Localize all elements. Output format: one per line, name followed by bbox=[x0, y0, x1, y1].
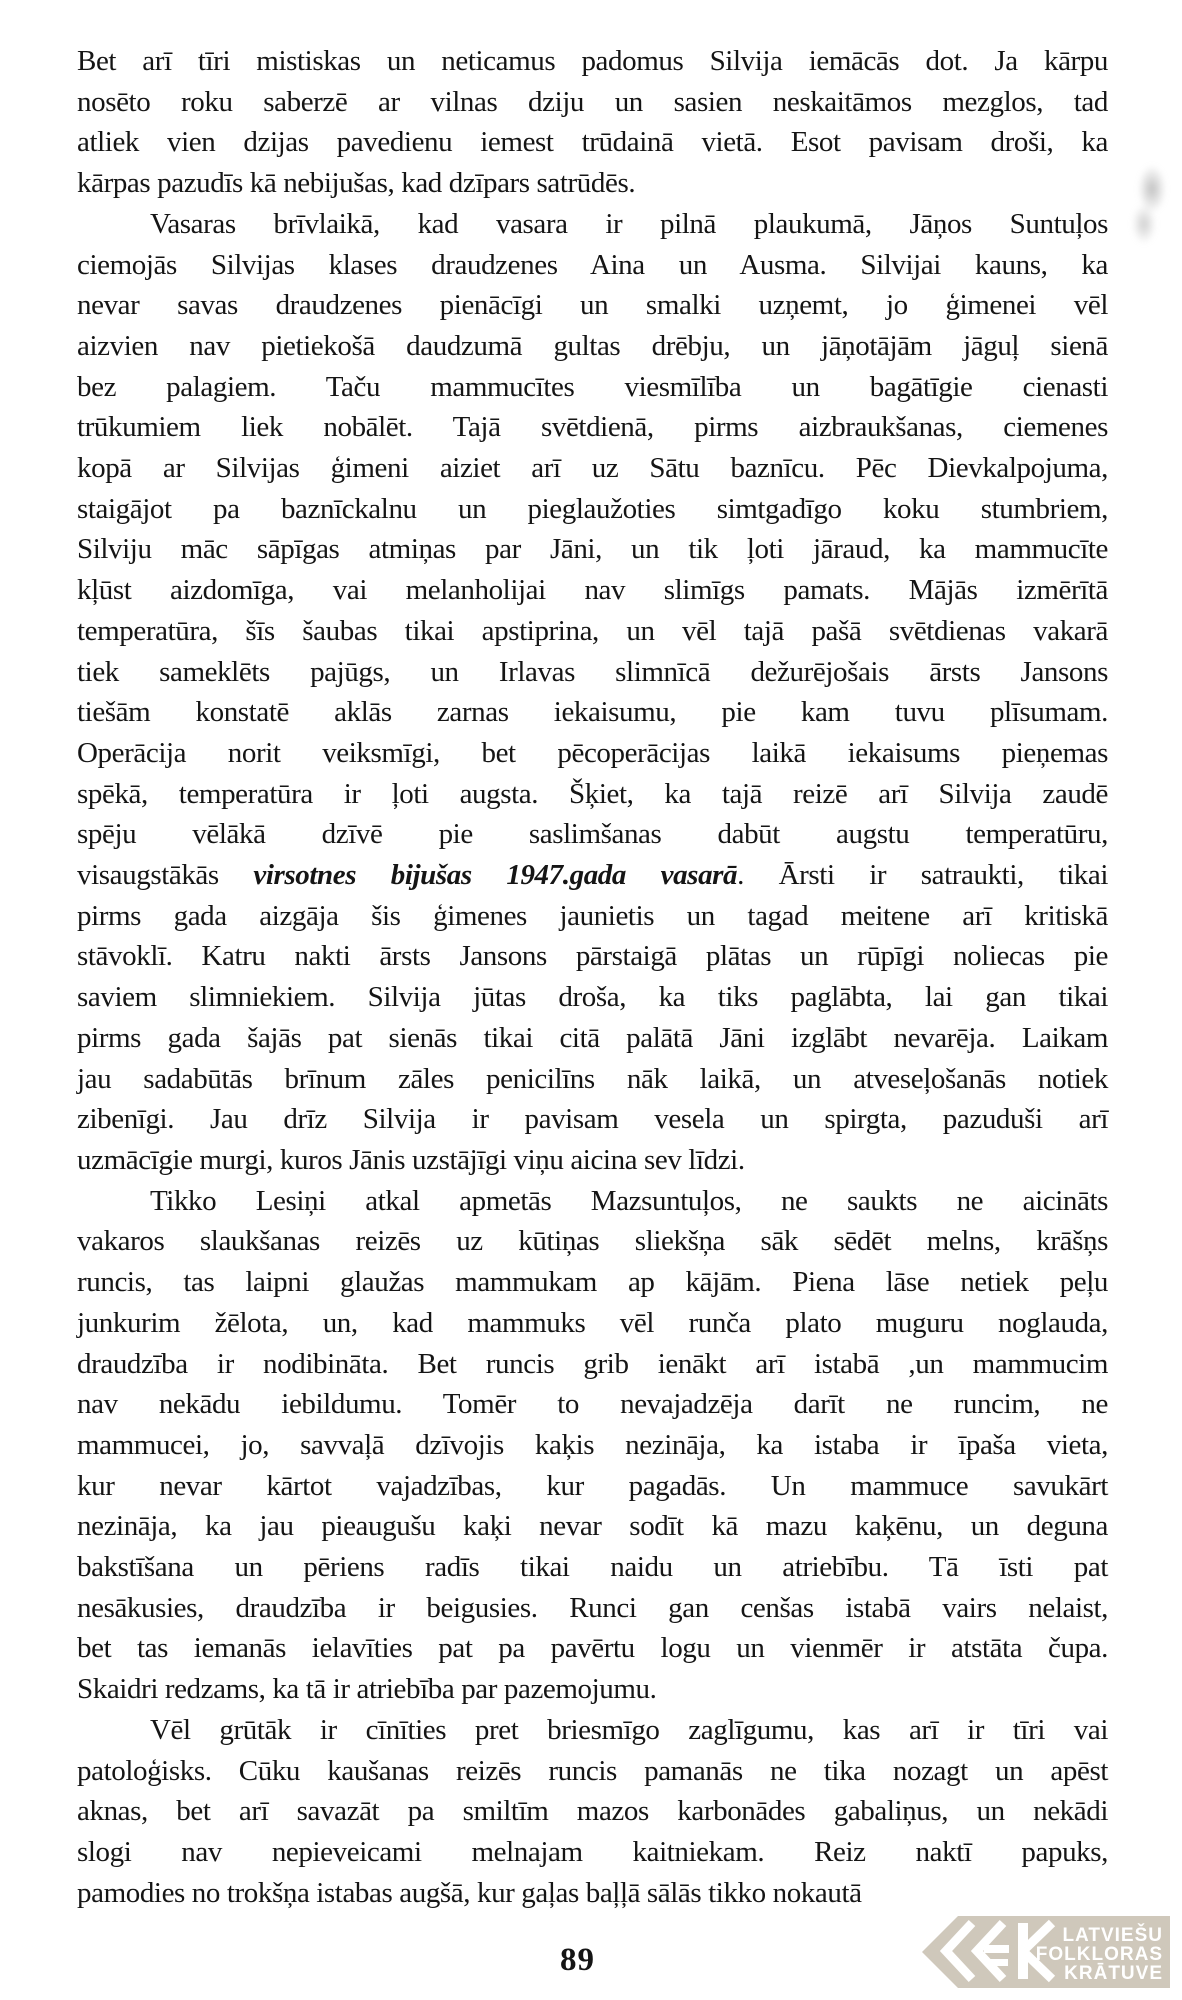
text-line: Vēl grūtāk ir cīnīties pret briesmīgo zaglīgumu, kas arī ir tīri vai bbox=[150, 1713, 1108, 1746]
text-line: spēju vēlākā dzīvē pie saslimšanas dabūt augstu temperatūru, bbox=[77, 818, 1108, 851]
text-line: kļūst aizdomīga, vai melanholijai nav slimīgs pamats. Mājās izmērītā bbox=[77, 574, 1108, 607]
text-line: runcis, tas laipni glaužas mammukam ap kājām. Piena lāse netiek peļu bbox=[77, 1266, 1108, 1299]
text-line: nevar savas draudzenes pienācīgi un smalki uzņemt, jo ģimenei vēl bbox=[77, 289, 1108, 322]
text-line: tiešām konstatē aklās zarnas iekaisumu, pie kam tuvu plīsumam. bbox=[77, 696, 1108, 729]
scan-artifact bbox=[1138, 165, 1166, 213]
text-line: nav nekādu iebildumu. Tomēr to nevajadzēja darīt ne runcim, ne bbox=[77, 1388, 1108, 1421]
f-bar-icon bbox=[984, 1945, 1009, 1953]
text-block bbox=[77, 41, 1108, 1913]
text-line: Skaidri redzams, ka tā ir atriebība par pazemojumu. bbox=[77, 1673, 657, 1706]
text-segment: . Ārsti ir satraukti, tikai bbox=[737, 859, 1108, 892]
page-number: 89 bbox=[560, 1942, 595, 1978]
emphasis-text: virsotnes bijušas 1947.gada vasarā bbox=[253, 859, 738, 892]
text-line: pirms gada šajās pat sienās tikai citā palātā Jāni izglābt nevarēja. Laikam bbox=[77, 1021, 1108, 1054]
text-line: uzmācīgie murgi, kuros Jānis uzstājīgi viņu aicina sev līdzi. bbox=[77, 1143, 745, 1176]
text-line: Operācija norit veiksmīgi, bet pēcoperācijas laikā iekaisums pieņemas bbox=[77, 736, 1108, 769]
text-line: kur nevar kārtot vajadzības, kur pagadās. Un mammuce savukārt bbox=[77, 1469, 1108, 1502]
text-segment: visaugstākās bbox=[77, 859, 254, 892]
text-line: jau sadabūtās brīnum zāles penicilīns nāk laikā, un atveseļošanās notiek bbox=[77, 1062, 1108, 1095]
lfk-logo bbox=[922, 1916, 1170, 1988]
text-line: Tikko Lesiņi atkal apmetās Mazsuntuļos, ne saukts ne aicināts bbox=[150, 1184, 1108, 1217]
f-bar-icon bbox=[990, 1959, 1008, 1966]
text-line: patoloģisks. Cūku kaušanas reizēs runcis pamanās ne tika nozagt un apēst bbox=[77, 1754, 1108, 1787]
text-line: aizvien nav pietiekošā daudzumā gultas drēbju, un jāņotājām jāguļ sienā bbox=[77, 329, 1108, 362]
text-line: bez palagiem. Taču mammucītes viesmīlība un bagātīgie cienasti bbox=[77, 370, 1108, 403]
text-line: staigājot pa baznīckalnu un pieglaužoties simtgadīgo koku stumbriem, bbox=[77, 492, 1108, 525]
text-line bbox=[77, 855, 1108, 896]
text-line: Vasaras brīvlaikā, kad vasara ir pilnā plaukumā, Jāņos Suntuļos bbox=[150, 207, 1108, 240]
text-line: spēkā, temperatūra ir ļoti augsta. Šķiet, ka tajā reizē arī Silvija zaudē bbox=[77, 777, 1108, 810]
text-line: nosēto roku saberzē ar vilnas dziju un sasien neskaitāmos mezglos, tad bbox=[77, 85, 1108, 118]
text-line: ciemojās Silvijas klases draudzenes Aina un Ausma. Silvijai kauns, ka bbox=[77, 248, 1108, 281]
text-line: trūkumiem liek nobālēt. Tajā svētdienā, pirms aizbraukšanas, ciemenes bbox=[77, 411, 1108, 444]
text-line: junkurim žēlota, un, kad mammuks vēl runča plato muguru noglauda, bbox=[77, 1306, 1108, 1339]
text-line: bet tas iemanās ielavīties pat pa pavērtu logu un vienmēr ir atstāta čupa. bbox=[77, 1632, 1108, 1665]
text-line: bakstīšana un pēriens radīs tikai naidu un atriebību. Tā īsti pat bbox=[77, 1551, 1108, 1584]
text-line: slogi nav nepieveicami melnajam kaitniekam. Reiz naktī papuks, bbox=[77, 1835, 1108, 1868]
text-line: zibenīgi. Jau drīz Silvija ir pavisam vesela un spirgta, pazuduši arī bbox=[77, 1103, 1108, 1136]
text-line: saviem slimniekiem. Silvija jūtas droša, ka tiks paglābta, lai gan tikai bbox=[77, 981, 1108, 1014]
text-line: stāvoklī. Katru nakti ārsts Jansons pārstaigā plātas un rūpīgi noliecas pie bbox=[77, 940, 1108, 973]
text-line: nezināja, ka jau pieaugušu kaķi nevar sodīt kā mazu kaķēnu, un deguna bbox=[77, 1510, 1108, 1543]
text-line: aknas, bet arī savazāt pa smiltīm mazos karbonādes gabaliņus, un nekādi bbox=[77, 1795, 1108, 1828]
text-line: kopā ar Silvijas ģimeni aiziet arī uz Sātu baznīcu. Pēc Dievkalpojuma, bbox=[77, 452, 1108, 485]
text-line: Bet arī tīri mistiskas un neticamus padomus Silvija iemācās dot. Ja kārpu bbox=[77, 45, 1108, 77]
text-line: atliek vien dzijas pavedienu iemest trūdainā vietā. Esot pavisam droši, ka bbox=[77, 126, 1108, 159]
text-line: kārpas pazudīs kā nebijušas, kad dzīpars satrūdēs. bbox=[77, 167, 636, 200]
text-line: vakaros slaukšanas reizēs uz kūtiņas sliekšņa sāk sēdēt melns, krāšņs bbox=[77, 1225, 1108, 1258]
text-line: pamodies no trokšņa istabas augšā, kur gaļas baļļā sālās tikko nokautā bbox=[77, 1876, 862, 1909]
logo-text-line: FOLKLORAS bbox=[1035, 1944, 1163, 1965]
text-line: nesākusies, draudzība ir beigusies. Runci gan cenšas istabā vairs nelaist, bbox=[77, 1591, 1108, 1624]
text-line: tiek sameklēts pajūgs, un Irlavas slimnīcā dežurējošais ārsts Jansons bbox=[77, 655, 1108, 688]
scan-artifact bbox=[1132, 204, 1156, 244]
text-line: Silviju māc sāpīgas atmiņas par Jāni, un tik ļoti jāraud, ka mammucīte bbox=[77, 533, 1108, 566]
text-line: draudzība ir nodibināta. Bet runcis grib ienākt arī istabā ,un mammucim bbox=[77, 1347, 1108, 1380]
logo-text-line: LATVIEŠU bbox=[1062, 1925, 1163, 1946]
logo-text-line: KRĀTUVE bbox=[1064, 1963, 1163, 1984]
text-line: temperatūra, šīs šaubas tikai apstiprina, un vēl tajā pašā svētdienas vakarā bbox=[77, 614, 1108, 647]
text-line: mammucei, jo, savvaļā dzīvojis kaķis nezināja, ka istaba ir īpaša vieta, bbox=[77, 1428, 1108, 1461]
text-line: pirms gada aizgāja šis ģimenes jaunietis un tagad meitene arī kritiskā bbox=[77, 899, 1108, 932]
